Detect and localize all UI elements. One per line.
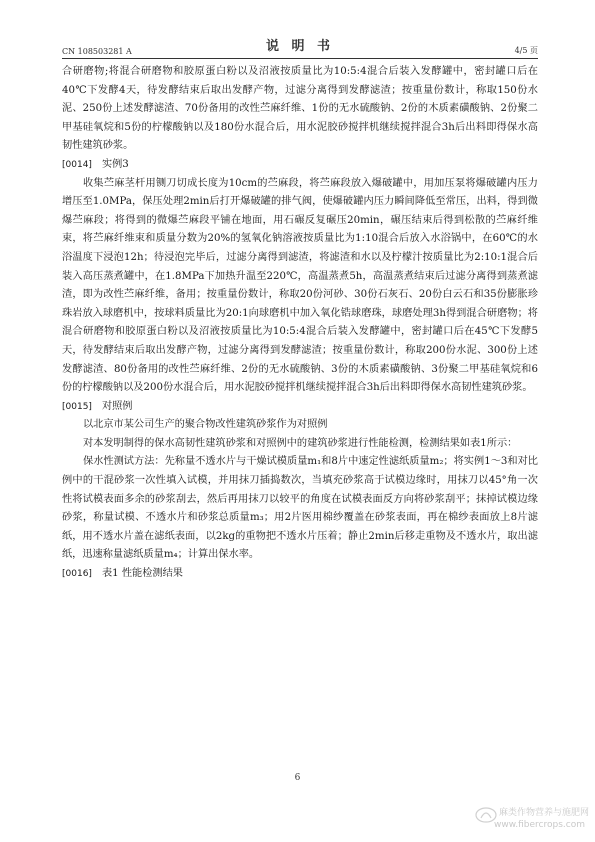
paragraph-number: [0015] xyxy=(62,401,92,412)
page-number: 6 xyxy=(294,773,301,783)
paragraph-control: 以北京市某公司生产的聚合物改性建筑砂浆作为对照例 xyxy=(83,419,328,431)
paragraph-number: [0016] xyxy=(62,569,92,580)
paragraph-number: [0014] xyxy=(62,159,92,170)
table-caption: 表1 性能检测结果 xyxy=(101,568,183,580)
heading-text: 实例3 xyxy=(101,158,129,170)
patent-number: CN 108503281 A xyxy=(62,47,132,56)
watermark-site-name: 麻类作物营养与施肥网 xyxy=(499,808,590,818)
paragraph-test-intro: 对本发明制得的保水高韧性建筑砂浆和对照例中的建筑砂浆进行性能检测，检测结果如表1所示： xyxy=(83,437,518,449)
page-title: 说 明 书 xyxy=(265,39,335,54)
section-heading-0015 xyxy=(62,398,538,417)
page-header xyxy=(62,34,538,56)
page-indicator: 4/5 页 xyxy=(514,46,538,55)
heading-text: 对照例 xyxy=(101,400,133,412)
paragraph-continuation: 合研磨物;将混合研磨物和胶原蛋白粉以及沼液按质量比为10:5:4混合后装入发酵罐中，密封罐口后在40℃下发酵4天，待发酵结束后取出发酵产物，过滤分离得到发酵滤渣；按重量份数计，称取150份水泥、250份上述发酵滤渣、70份备用的改性苎麻纤维、1份的无水硫酸钠、2份的木质素磺酸钠、2份聚二甲基硅氧烷和5份的柠檬酸钠以及180份水混合后，用水泥胶砂搅拌机继续搅拌混合3h后出料即得保水高韧性建筑砂浆。 xyxy=(62,66,538,152)
section-heading-0014 xyxy=(62,156,538,175)
paragraph-test-method: 保水性测试方法：先称量不透水片与干燥试模质量m₁和8片中速定性滤纸质量m₂；将实例1～3和对比例中的干混砂浆一次性填入试模，并用抹刀插捣数次，当填充砂浆高于试模边缘时，用抹刀以45°角一次性将试模表面多余的砂浆刮去，然后再用抹刀以较平的角度在试模表面反方向将砂浆刮平；抹掉试模边缘砂浆，称量试模、不透水片和砂浆总质量m₃；用2片医用棉纱覆盖在砂浆表面，再在棉纱表面放上8片滤纸，用不透水片盖在滤纸表面，以2kg的重物把不透水片压着；静止2min后移走重物及不透水片，取出滤纸，迅速称量滤纸质量m₄；计算出保水率。 xyxy=(62,456,538,561)
paragraph-example-3: 收集苎麻茎杆用铡刀切成长度为10cm的苎麻段，将苎麻段放入爆破罐中，用加压泵将爆破罐内压力增压至1.0MPa，保压处理2min后打开爆破罐的排气阀，使爆破罐内压力瞬间降低至常压，出料，得到微爆苎麻段；将得到的微爆苎麻段平铺在地面，用石碾反复碾压20min，碾压结束后得到松散的苎麻纤维束，将苎麻纤维束和质量分数为20%的氢氧化钠溶液按质量比为1:10混合后放入水浴锅中，在60℃的水浴温度下浸泡12h；待浸泡完毕后，过滤分离得到滤渣，将滤渣和水以及柠檬汁按质量比为2:10:1混合后装入高压蒸煮罐中，在1.8MPa下加热升温至220℃，高温蒸煮5h，高温蒸煮结束后过滤分离得到蒸煮滤渣，即为改性苎麻纤维，备用；按重量份数计，称取20份河砂、30份石灰石、20份白云石和35份膨胀珍珠岩放入球磨机中，按球料质量比为20:1向球磨机中加入氧化锆球磨珠，球磨处理3h得到混合研磨物；将混合研磨物和胶原蛋白粉以及沼液按质量比为10:5:4混合后装入发酵罐中，密封罐口后在45℃下发酵5天，待发酵结束后取出发酵产物，过滤分离得到发酵滤渣；按重量份数计，称取200份水泥、300份上述发酵滤渣、80份备用的改性苎麻纤维、2份的无水硫酸钠、3份的木质素磺酸钠、3份聚二甲基硅氧烷和6份的柠檬酸钠以及200份水混合后，用水泥胶砂搅拌机继续搅拌混合3h后出料即得保水高韧性建筑砂浆。 xyxy=(62,177,538,394)
section-heading-0016 xyxy=(62,565,538,584)
document-body xyxy=(62,63,538,584)
watermark-url: www.fibercrops.com xyxy=(494,820,585,830)
header-divider xyxy=(62,58,538,59)
